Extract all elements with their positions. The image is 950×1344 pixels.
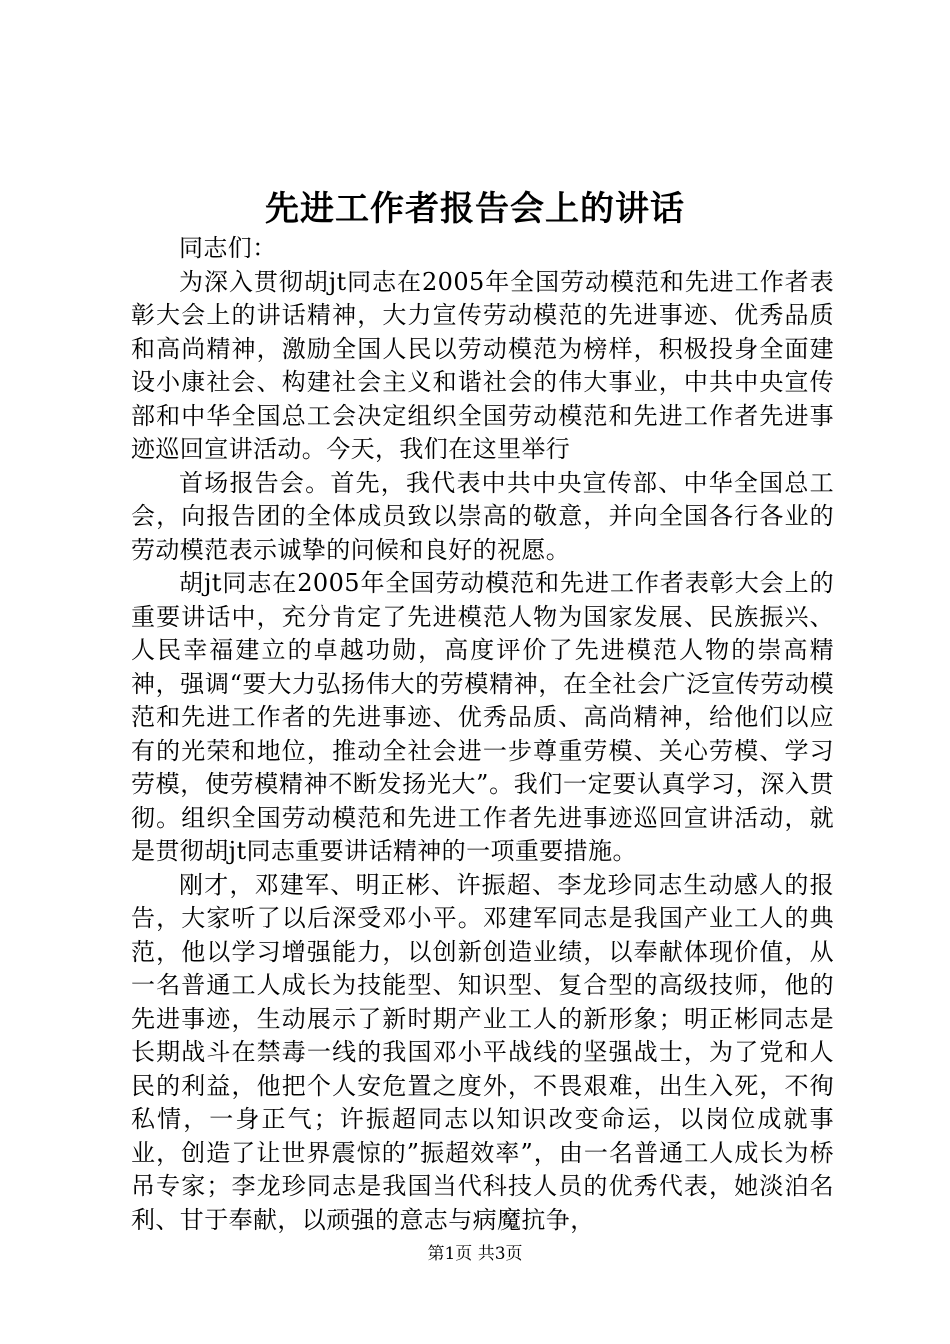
body-paragraph: 胡jt同志在2005年全国劳动模范和先进工作者表彰大会上的重要讲话中，充分肯定了先进模范人物为国家发展、民族振兴、人民幸福建立的卓越功勋，高度评价了先进模范人物的崇高精神，强调“要大力弘扬伟大的劳模精神，在全社会广泛宣传劳动模范和先进工作者的先进事迹、优秀品质、高尚精神，给他们以应有的光荣和地位，推动全社会进一步尊重劳模、关心劳模、学习劳模，使劳模精神不断发扬光大”。我们一定要认真学习，深入贯彻。组织全国劳动模范和先进工作者先进事迹巡回宣讲活动，就是贯彻胡jt同志重要讲话精神的一项重要措施。 [131, 569, 834, 865]
body-paragraph: 刚才，邓建军、明正彬、许振超、李龙珍同志生动感人的报告，大家听了以后深受邓小平。邓建军同志是我国产业工人的典范，他以学习增强能力，以创新创造业绩，以奉献体现价值，从一名普通工人成长为技能型、知识型、复合型的高级技师，他的先进事迹，生动展示了新时期产业工人的新形象；明正彬同志是长期战斗在禁毒一线的我国邓小平战线的坚强战士，为了党和人民的利益，他把个人安危置之度外，不畏艰难，出生入死，不徇私情，一身正气；许振超同志以知识改变命运，以岗位成就事业，创造了让世界震惊的”振超效率”，由一名普通工人成长为桥吊专家；李龙珍同志是我国当代科技人员的优秀代表，她淡泊名利、甘于奉献，以顽强的意志与病魔抗争， [131, 870, 834, 1234]
salutation-paragraph: 同志们： [179, 234, 277, 262]
document-body [131, 232, 834, 1237]
body-paragraph: 为深入贯彻胡jt同志在2005年全国劳动模范和先进工作者表彰大会上的讲话精神，大力宣传劳动模范的先进事迹、优秀品质和高尚精神，激励全国人民以劳动模范为榜样，积极投身全面建设小康社会、构建社会主义和谐社会的伟大事业，中共中央宣传部和中华全国总工会决定组织全国劳动模范和先进工作者先进事迹巡回宣讲活动。今天，我们在这里举行 [131, 267, 834, 463]
document-title: 先进工作者报告会上的讲话 [265, 189, 685, 229]
body-paragraph: 首场报告会。首先，我代表中共中央宣传部、中华全国总工会，向报告团的全体成员致以崇高的敬意，并向全国各行各业的劳动模范表示诚挚的问候和良好的祝愿。 [131, 468, 834, 564]
page-number-footer: 第1页 共3页 [427, 1244, 523, 1264]
